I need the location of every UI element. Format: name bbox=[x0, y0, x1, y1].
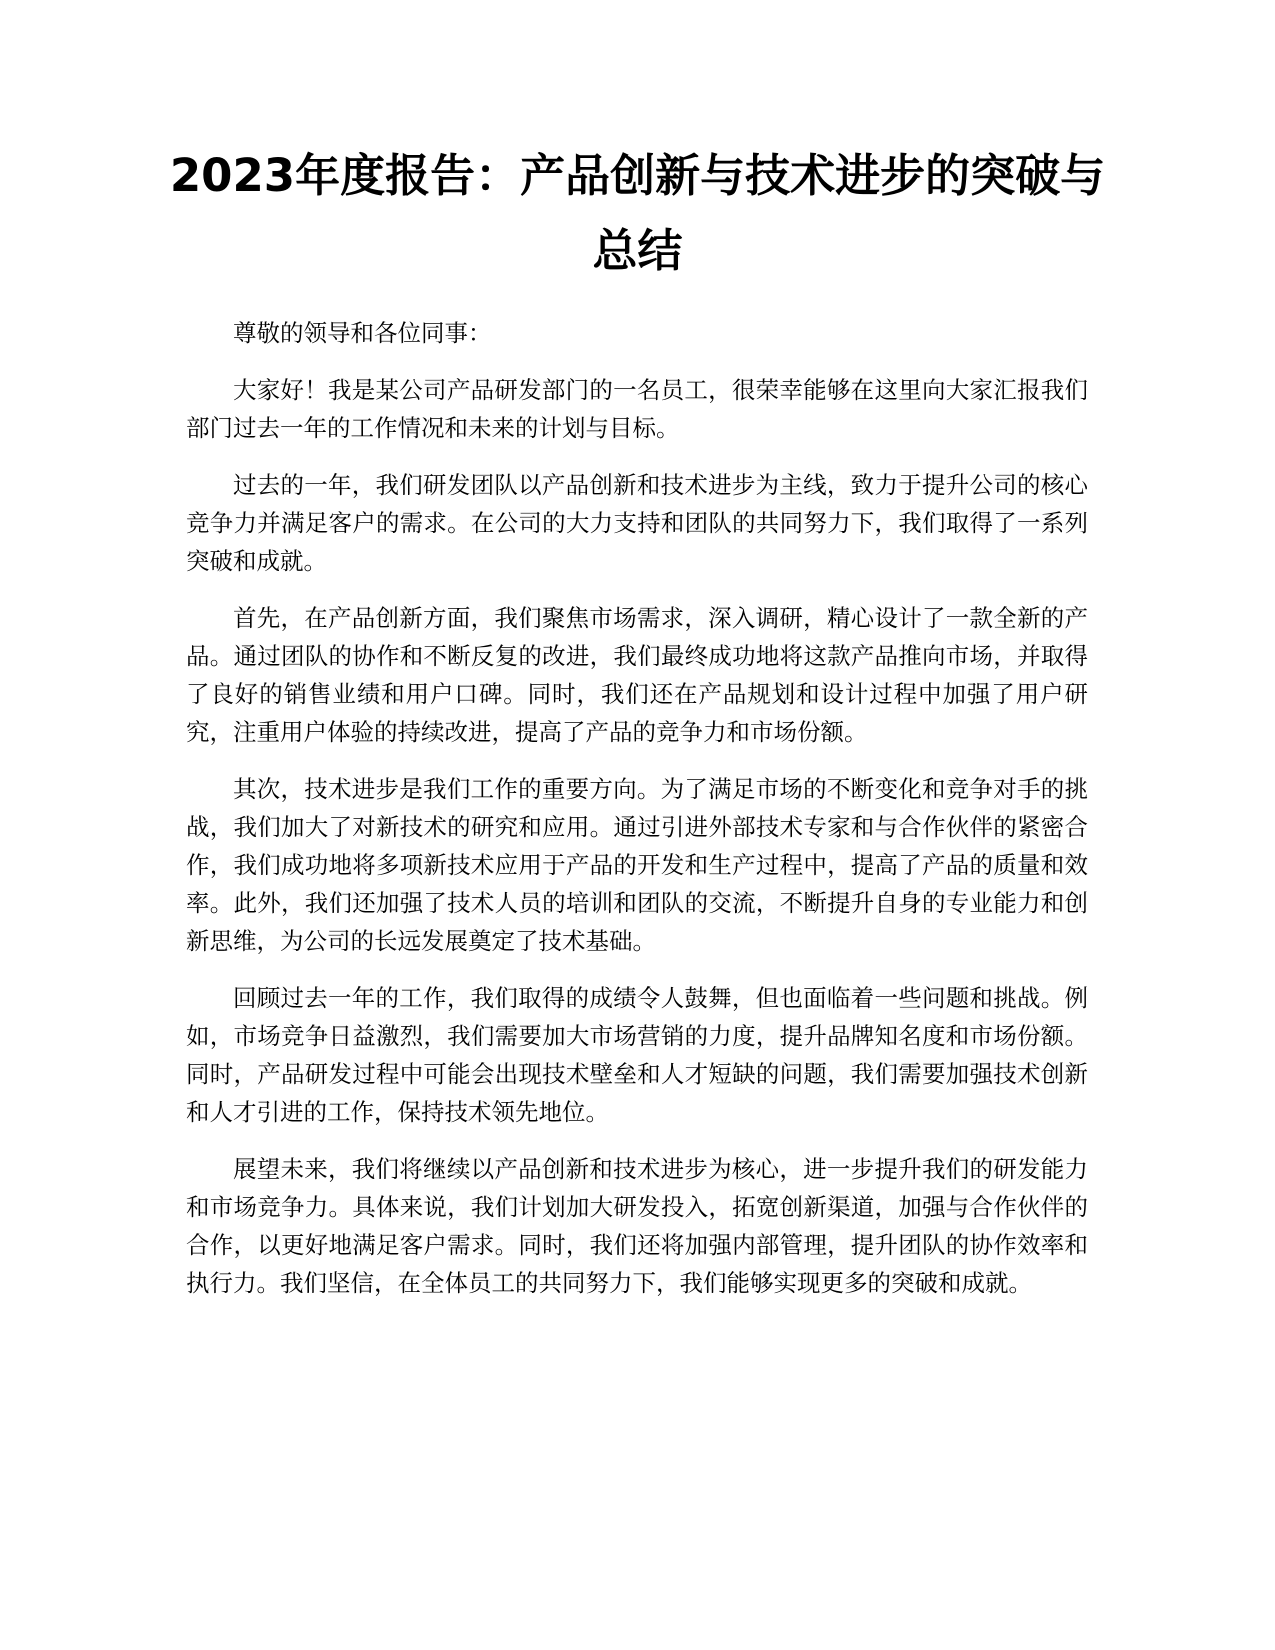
document-title: 2023年度报告：产品创新与技术进步的突破与总结 bbox=[169, 149, 1106, 277]
paragraph-product-innovation: 首先，在产品创新方面，我们聚焦市场需求，深入调研，精心设计了一款全新的产品。通过团队的协作和不断反复的改进，我们最终成功地将这款产品推向市场，并取得了良好的销售业绩和用户口碑。同时，我们还在产品规划和设计过程中加强了用户研究，注重用户体验的持续改进，提高了产品的竞争力和市场份额。 bbox=[186, 604, 1088, 746]
paragraph-overview: 过去的一年，我们研发团队以产品创新和技术进步为主线，致力于提升公司的核心竞争力并满足客户的需求。在公司的大力支持和团队的共同努力下，我们取得了一系列突破和成就。 bbox=[186, 471, 1088, 575]
paragraph-review-challenges: 回顾过去一年的工作，我们取得的成绩令人鼓舞，但也面临着一些问题和挑战。例如，市场竞争日益激烈，我们需要加大市场营销的力度，提升品牌知名度和市场份额。同时，产品研发过程中可能会出现技术壁垒和人才短缺的问题，我们需要加强技术创新和人才引进的工作，保持技术领先地位。 bbox=[186, 984, 1088, 1126]
paragraph-outlook: 展望未来，我们将继续以产品创新和技术进步为核心，进一步提升我们的研发能力和市场竞争力。具体来说，我们计划加大研发投入，拓宽创新渠道，加强与合作伙伴的合作，以更好地满足客户需求。同时，我们还将加强内部管理，提升团队的协作效率和执行力。我们坚信，在全体员工的共同努力下，我们能够实现更多的突破和成就。 bbox=[186, 1155, 1088, 1297]
paragraph-technology-progress: 其次，技术进步是我们工作的重要方向。为了满足市场的不断变化和竞争对手的挑战，我们加大了对新技术的研究和应用。通过引进外部技术专家和与合作伙伴的紧密合作，我们成功地将多项新技术应用于产品的开发和生产过程中，提高了产品的质量和效率。此外，我们还加强了技术人员的培训和团队的交流，不断提升自身的专业能力和创新思维，为公司的长远发展奠定了技术基础。 bbox=[186, 775, 1088, 955]
paragraph-greeting: 尊敬的领导和各位同事： bbox=[233, 319, 492, 347]
document-body bbox=[186, 314, 1088, 1321]
paragraph-intro: 大家好！我是某公司产品研发部门的一名员工，很荣幸能够在这里向大家汇报我们部门过去一年的工作情况和未来的计划与目标。 bbox=[186, 376, 1088, 442]
